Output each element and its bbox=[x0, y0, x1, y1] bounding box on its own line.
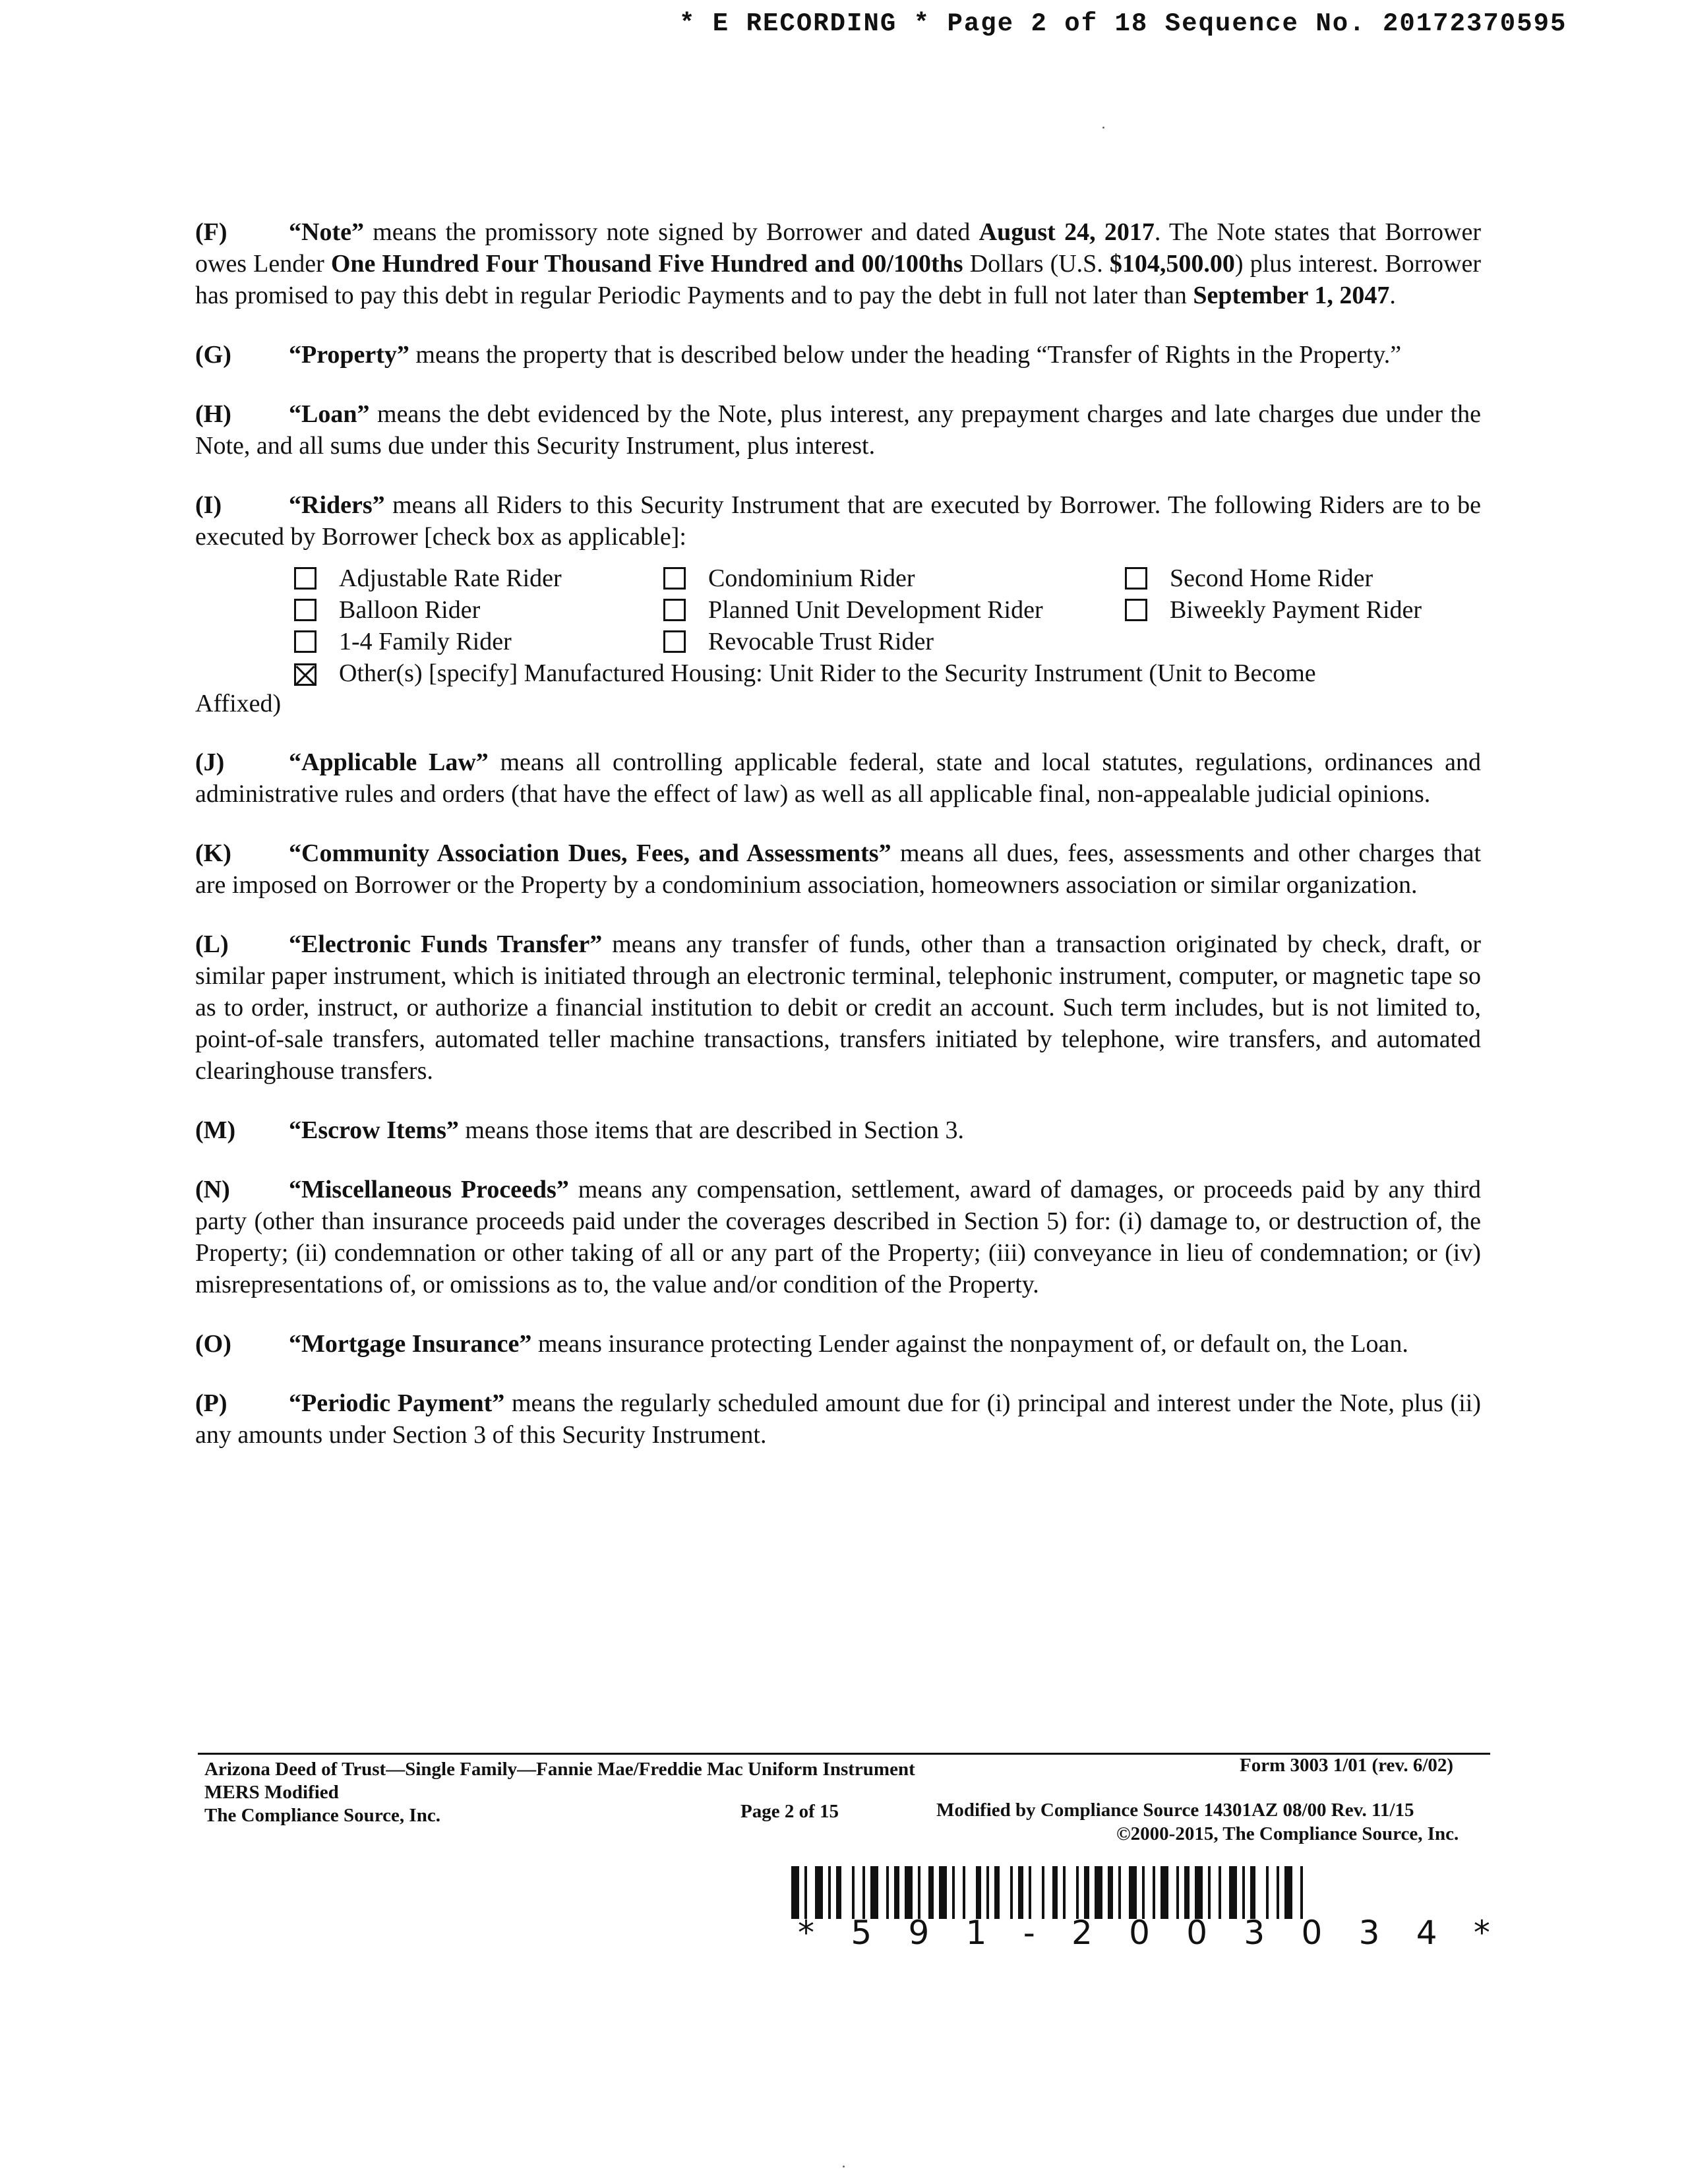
rider-checkbox[interactable] bbox=[663, 630, 686, 653]
barcode-bar bbox=[986, 1866, 989, 1919]
barcode-char: 9 bbox=[908, 1914, 930, 1952]
definition-text: means the debt evidenced by the Note, plus interest, any prepayment charges and late charges due under the Note, and all sums due under this Security Instrument, plus interest. bbox=[195, 400, 1481, 460]
definition-text: . bbox=[1389, 282, 1396, 309]
barcode-bar bbox=[1084, 1866, 1089, 1919]
rider-other-continuation: Affixed) bbox=[195, 690, 282, 717]
rider-label: Condominium Rider bbox=[708, 564, 915, 592]
loan-amount-words: One Hundred Four Thousand Five Hundred and 00/100ths bbox=[330, 250, 963, 278]
barcode-bar bbox=[1095, 1866, 1102, 1919]
barcode-bar bbox=[815, 1866, 823, 1919]
footer-form-title: Arizona Deed of Trust—Single Family—Fannie Mae/Freddie Mac Uniform Instrument bbox=[204, 1759, 915, 1780]
rider-label: Second Home Rider bbox=[1170, 564, 1373, 592]
definition-text: means all Riders to this Security Instrument that are executed by Borrower. The following Riders are to be executed by Borrower [check box as applicable]: bbox=[195, 491, 1481, 551]
definition-term: “Escrow Items” bbox=[289, 1116, 459, 1144]
footer-mers: MERS Modified bbox=[204, 1782, 339, 1803]
definition-p bbox=[195, 1387, 1481, 1451]
definition-term: “Community Association Dues, Fees, and Assessments” bbox=[289, 839, 891, 867]
barcode-char: 1 bbox=[965, 1914, 987, 1952]
barcode-bar bbox=[870, 1866, 878, 1919]
barcode bbox=[791, 1866, 1484, 1919]
rider-option bbox=[1125, 563, 1494, 593]
barcode-bar bbox=[928, 1866, 934, 1919]
definition-h bbox=[195, 398, 1481, 462]
rider-option bbox=[294, 626, 663, 657]
definition-term: “Riders” bbox=[289, 491, 385, 519]
recording-header: * E RECORDING * Page 2 of 18 Sequence No. 20172370595 bbox=[679, 9, 1567, 38]
rider-checkbox[interactable] bbox=[663, 599, 686, 621]
definition-term: “Periodic Payment” bbox=[289, 1389, 505, 1417]
footer-page-number: Page 2 of 15 bbox=[740, 1801, 839, 1822]
definition-letter: (G) bbox=[195, 341, 231, 369]
rider-option bbox=[294, 595, 663, 625]
definition-o bbox=[195, 1328, 1481, 1360]
footer-copyright: ©2000-2015, The Compliance Source, Inc. bbox=[1116, 1823, 1459, 1844]
definition-term: “Property” bbox=[289, 341, 409, 369]
barcode-bar bbox=[1018, 1866, 1023, 1919]
barcode-bar bbox=[918, 1866, 920, 1919]
loan-amount: $104,500.00 bbox=[1109, 250, 1235, 278]
rider-option bbox=[663, 563, 1125, 593]
barcode-bar bbox=[952, 1866, 955, 1919]
barcode-bar bbox=[1277, 1866, 1279, 1919]
scan-speck bbox=[843, 2166, 845, 2168]
rider-checkbox-checked[interactable] bbox=[294, 663, 316, 686]
definition-f bbox=[195, 216, 1481, 311]
rider-option bbox=[663, 595, 1125, 625]
barcode-bar bbox=[994, 1866, 1000, 1919]
barcode-bar bbox=[1184, 1866, 1190, 1919]
barcode-bar bbox=[963, 1866, 965, 1919]
definition-letter: (F) bbox=[195, 218, 227, 246]
definition-text: means the property that is described below under the heading “Transfer of Rights in the Property.” bbox=[409, 341, 1402, 369]
barcode-char: 4 bbox=[1416, 1914, 1437, 1952]
barcode-bar bbox=[1229, 1866, 1237, 1919]
definition-letter: (K) bbox=[195, 839, 231, 867]
footer-modified: Modified by Compliance Source 14301AZ 08/00 Rev. 11/15 bbox=[936, 1800, 1414, 1821]
barcode-bar bbox=[1118, 1866, 1121, 1919]
definition-text: Dollars (U.S. bbox=[963, 250, 1110, 278]
barcode-char: 3 bbox=[1358, 1914, 1380, 1952]
definition-letter: (P) bbox=[195, 1389, 227, 1417]
definition-letter: (L) bbox=[195, 930, 229, 958]
definition-text: means those items that are described in Section 3. bbox=[458, 1116, 964, 1144]
definition-text: . The Note states that Borrower owes Lender bbox=[195, 218, 1481, 278]
barcode-bar bbox=[836, 1866, 841, 1919]
barcode-bar bbox=[862, 1866, 865, 1919]
definition-term: “Loan” bbox=[289, 400, 370, 428]
barcode-bar bbox=[886, 1866, 889, 1919]
barcode-bar bbox=[894, 1866, 899, 1919]
barcode-bar bbox=[1108, 1866, 1113, 1919]
definition-letter: (I) bbox=[195, 491, 222, 519]
document-body bbox=[195, 216, 1481, 1478]
definition-letter: (O) bbox=[195, 1330, 231, 1358]
definition-letter: (M) bbox=[195, 1116, 236, 1144]
barcode-bar bbox=[1242, 1866, 1245, 1919]
scan-speck bbox=[1102, 127, 1104, 129]
rider-checkbox[interactable] bbox=[1125, 599, 1147, 621]
barcode-char: 3 bbox=[1244, 1914, 1265, 1952]
definition-k bbox=[195, 837, 1481, 901]
definition-text: means all controlling applicable federal, state and local statutes, regulations, ordinances and administrative rules and orders (that have the effect of law) as well as all applicable final, non-appealable judicial opinions. bbox=[195, 748, 1481, 808]
barcode-bar bbox=[905, 1866, 913, 1919]
barcode-char: * bbox=[1473, 1914, 1490, 1952]
barcode-bar bbox=[1266, 1866, 1269, 1919]
definition-text: means the regularly scheduled amount due for (i) principal and interest under the Note, plus (ii) any amounts under Section 3 of this Security Instrument. bbox=[195, 1389, 1481, 1449]
barcode-char: 0 bbox=[1186, 1914, 1208, 1952]
definition-term: “Miscellaneous Proceeds” bbox=[289, 1176, 569, 1203]
barcode-bar bbox=[1010, 1866, 1013, 1919]
definition-m bbox=[195, 1114, 1481, 1146]
barcode-text bbox=[798, 1914, 1490, 1952]
rider-other-label: Other(s) [specify] Manufactured Housing: Unit Rider to the Security Instrument (Unit to Become bbox=[339, 659, 1316, 687]
barcode-bar bbox=[852, 1866, 855, 1919]
barcode-bar bbox=[976, 1866, 981, 1919]
barcode-bar bbox=[1284, 1866, 1292, 1919]
barcode-bar bbox=[828, 1866, 831, 1919]
footer-form-number: Form 3003 1/01 (rev. 6/02) bbox=[1240, 1755, 1454, 1776]
definition-term: “Mortgage Insurance” bbox=[289, 1330, 532, 1358]
barcode-bar bbox=[1219, 1866, 1221, 1919]
definition-term: “Applicable Law” bbox=[289, 748, 489, 776]
barcode-bar bbox=[1042, 1866, 1044, 1919]
definition-text: means all dues, fees, assessments and other charges that are imposed on Borrower or the Property by a condominium association, homeowners association or similar organization. bbox=[195, 839, 1481, 899]
barcode-bar bbox=[804, 1866, 807, 1919]
rider-checkbox[interactable] bbox=[663, 567, 686, 590]
rider-label: 1-4 Family Rider bbox=[339, 628, 512, 655]
rider-option bbox=[1125, 595, 1494, 625]
definition-l bbox=[195, 928, 1481, 1087]
barcode-bar bbox=[1195, 1866, 1203, 1919]
barcode-bar bbox=[1160, 1866, 1168, 1919]
riders-checklist bbox=[294, 563, 1481, 657]
barcode-char: 5 bbox=[851, 1914, 872, 1952]
definition-text: means insurance protecting Lender against the nonpayment of, or default on, the Loan. bbox=[531, 1330, 1408, 1358]
definition-j bbox=[195, 746, 1481, 810]
barcode-bar bbox=[1153, 1866, 1155, 1919]
barcode-bar bbox=[1029, 1866, 1031, 1919]
definition-term: “Note” bbox=[289, 218, 364, 246]
note-date: August 24, 2017 bbox=[979, 218, 1155, 246]
definition-letter: (H) bbox=[195, 400, 231, 428]
rider-checkbox[interactable] bbox=[294, 630, 316, 653]
barcode-bar bbox=[1052, 1866, 1058, 1919]
barcode-bar bbox=[1250, 1866, 1255, 1919]
barcode-bar bbox=[1176, 1866, 1179, 1919]
definition-text: means the promissory note signed by Borrower and dated bbox=[363, 218, 979, 246]
barcode-char: 0 bbox=[1301, 1914, 1323, 1952]
definition-g bbox=[195, 339, 1481, 371]
barcode-bar bbox=[1063, 1866, 1066, 1919]
barcode-char: * bbox=[798, 1914, 814, 1952]
rider-checkbox[interactable] bbox=[1125, 567, 1147, 590]
maturity-date: September 1, 2047 bbox=[1193, 282, 1390, 309]
barcode-char: 2 bbox=[1071, 1914, 1093, 1952]
barcode-char: - bbox=[1023, 1914, 1035, 1952]
rider-option-other bbox=[294, 658, 1481, 688]
definition-text: means any compensation, settlement, award of damages, or proceeds paid by any third party (other than insurance proceeds paid under the coverages described in Section 5) for: (i) damage to, or destruction of, the Property; (ii) condemnation or other taking of all or any part of the Property; (iii) conveyance in lieu of condemnation; or (iv) misrepresentations of, or omissions as to, the value and/or condition of the Property. bbox=[195, 1176, 1481, 1298]
definition-text: ) plus interest. Borrower has promised to pay this debt in regular Periodic Payments and to pay the debt in full not later than bbox=[195, 250, 1481, 309]
rider-option bbox=[663, 626, 1125, 657]
definition-term: “Electronic Funds Transfer” bbox=[289, 930, 603, 958]
rider-label: Biweekly Payment Rider bbox=[1170, 596, 1422, 624]
rider-label: Revocable Trust Rider bbox=[708, 628, 934, 655]
rider-checkbox[interactable] bbox=[294, 599, 316, 621]
barcode-bar bbox=[1129, 1866, 1137, 1919]
barcode-bar bbox=[1076, 1866, 1079, 1919]
footer-company: The Compliance Source, Inc. bbox=[204, 1805, 440, 1826]
barcode-bar bbox=[939, 1866, 947, 1919]
barcode-bar bbox=[1208, 1866, 1211, 1919]
definition-text: means any transfer of funds, other than a transaction originated by check, draft, or similar paper instrument, which is initiated through an electronic terminal, telephonic instrument, computer, or magnetic tape so as to order, instruct, or authorize a financial institution to debit or credit an account. Such term includes, but is not limited to, point-of-sale transfers, automated teller machine transactions, transfers initiated by telephone, wire transfers, and automated clearinghouse transfers. bbox=[195, 930, 1481, 1085]
definition-i bbox=[195, 489, 1481, 553]
rider-label: Adjustable Rate Rider bbox=[339, 564, 562, 592]
definition-letter: (N) bbox=[195, 1176, 230, 1203]
rider-checkbox[interactable] bbox=[294, 567, 316, 590]
definition-letter: (J) bbox=[195, 748, 225, 776]
barcode-char: 0 bbox=[1129, 1914, 1150, 1952]
rider-label: Balloon Rider bbox=[339, 596, 481, 624]
barcode-bar bbox=[1142, 1866, 1145, 1919]
barcode-bar bbox=[1300, 1866, 1303, 1919]
rider-label: Planned Unit Development Rider bbox=[708, 596, 1043, 624]
barcode-bar bbox=[791, 1866, 799, 1919]
rider-option bbox=[294, 563, 663, 593]
definition-n bbox=[195, 1174, 1481, 1300]
